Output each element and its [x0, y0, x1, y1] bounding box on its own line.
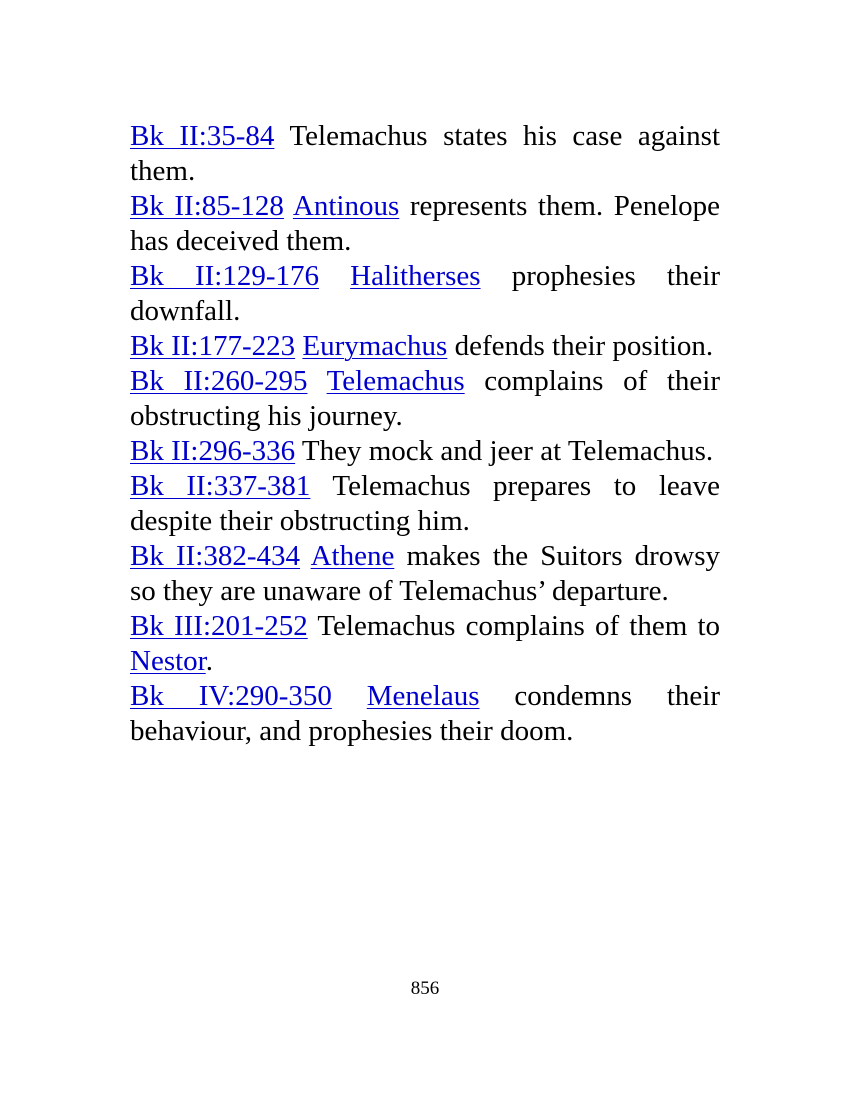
entry-text: They mock and jeer at Telemachus. [301, 435, 714, 467]
entry-text: represents them. Penelope has deceived them. [130, 190, 721, 257]
book-reference-link[interactable]: Bk II:35-84 [130, 120, 275, 152]
entry-text: complains of their obstructing his journey. [130, 365, 720, 432]
character-link[interactable]: Menelaus [366, 680, 480, 712]
book-reference-link[interactable]: Bk II:296-336 [130, 435, 296, 467]
list-item [130, 679, 720, 749]
list-item [130, 329, 720, 364]
list-item [130, 539, 720, 609]
page-number: 856 [410, 978, 440, 999]
book-reference-link[interactable]: Bk III:201-252 [130, 610, 308, 642]
entry-text: condemns their behaviour, and prophesies their doom. [130, 680, 720, 747]
book-reference-link[interactable]: Bk II:177-223 [130, 330, 296, 362]
list-item [130, 119, 720, 189]
entry-text: Telemachus complains of them to [317, 610, 721, 642]
entry-text: prophesies their downfall. [130, 260, 721, 327]
list-item [130, 434, 720, 469]
character-link[interactable]: Eurymachus [302, 330, 448, 362]
list-item [130, 469, 720, 539]
character-link[interactable]: Antinous [292, 190, 400, 222]
character-link[interactable]: Telemachus [326, 365, 465, 397]
entry-punctuation: . [205, 645, 213, 677]
book-reference-link[interactable]: Bk II:129-176 [130, 260, 319, 292]
book-reference-link[interactable]: Bk II:337-381 [130, 470, 311, 502]
entry-text: makes the Suitors drowsy so they are unaware of Telemachus’ departure. [130, 540, 721, 607]
list-item [130, 364, 720, 434]
entry-text: defends their position. [454, 330, 714, 362]
entry-text: Telemachus prepares to leave despite their obstructing him. [130, 470, 720, 537]
entry-text: Telemachus states his case against them. [130, 120, 721, 187]
list-item [130, 609, 720, 679]
book-reference-link[interactable]: Bk II:382-434 [130, 540, 301, 572]
book-reference-link[interactable]: Bk II:85-128 [130, 190, 284, 222]
entry-list [130, 119, 720, 749]
character-link[interactable]: Halitherses [350, 260, 481, 292]
character-link[interactable]: Nestor [130, 645, 206, 677]
book-reference-link[interactable]: Bk II:260-295 [130, 365, 308, 397]
character-link[interactable]: Athene [310, 540, 395, 572]
book-reference-link[interactable]: Bk IV:290-350 [130, 680, 332, 712]
list-item [130, 189, 720, 259]
list-item [130, 259, 720, 329]
